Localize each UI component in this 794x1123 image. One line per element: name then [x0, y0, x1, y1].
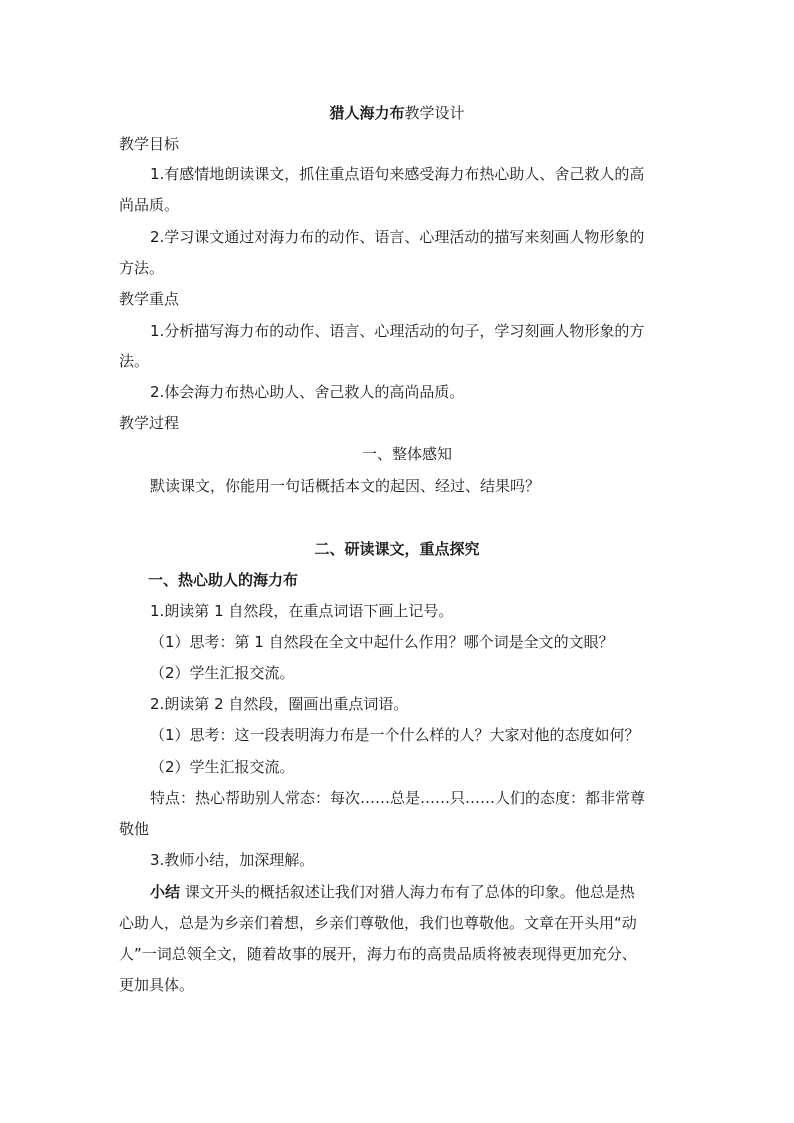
step-2-question-2: （2）学生汇报交流。: [150, 758, 295, 776]
document-title: [0, 103, 794, 123]
goal-item-2-line-2: 方法。: [119, 259, 165, 277]
title-bold: 猎人海力布: [329, 104, 405, 122]
step-1-question-1: （1）思考：第 1 自然段在全文中起什么作用？哪个词是全文的文眼？: [150, 633, 614, 651]
step-1: 1.朗读第 1 自然段，在重点词语下画上记号。: [150, 602, 454, 620]
summary-line-2: 心助人，总是为乡亲们着想，乡亲们尊敬他，我们也尊敬他。文章在开头用“动: [119, 914, 637, 932]
goal-item-1-line-2: 尚品质。: [119, 196, 180, 214]
goals-heading: 教学目标: [119, 135, 180, 153]
focus-heading: 教学重点: [119, 290, 180, 308]
step-1-question-2: （2）学生汇报交流。: [150, 664, 295, 682]
summary-line-3: 人”一词总领全文，随着故事的展开，海力布的高贵品质将被表现得更加充分、: [119, 945, 637, 963]
goal-item-2-line-1: 2.学习课文通过对海力布的动作、语言、心理活动的描写来刻画人物形象的: [150, 228, 645, 246]
summary-label: 小结: [150, 883, 181, 901]
step-2-question-1: （1）思考：这一段表明海力布是一个什么样的人？大家对他的态度如何？: [150, 726, 640, 744]
section-1-title: 一、整体感知: [361, 445, 452, 463]
focus-item-2: 2.体会海力布热心助人、舍己救人的高尚品质。: [150, 383, 465, 401]
subsection-1-title: 一、热心助人的海力布: [148, 571, 299, 589]
section-1-text: 默读课文，你能用一句话概括本文的起因、经过、结果吗？: [150, 477, 541, 495]
title-rest: 教学设计: [404, 104, 465, 122]
summary-line-1: [150, 882, 635, 902]
focus-item-1-line-1: 1.分析描写海力布的动作、语言、心理活动的句子，学习刻画人物形象的方: [150, 322, 645, 340]
summary-line-4: 更加具体。: [119, 976, 195, 994]
feature-line-1: 特点：热心帮助别人常态：每次……总是……只……人们的态度：都非常尊: [150, 789, 646, 807]
step-3: 3.教师小结，加深理解。: [150, 851, 315, 869]
process-heading: 教学过程: [119, 414, 180, 432]
focus-item-1-line-2: 法。: [119, 352, 150, 370]
summary-text-1: 课文开头的概括叙述让我们对猎人海力布有了总体的印象。他总是热: [180, 883, 635, 901]
section-2-title: 二、研读课文，重点探究: [314, 540, 480, 558]
goal-item-1-line-1: 1.有感情地朗读课文，抓住重点语句来感受海力布热心助人、舍己救人的高: [150, 165, 645, 183]
step-2: 2.朗读第 2 自然段，圈画出重点词语。: [150, 695, 409, 713]
feature-line-2: 敬他: [119, 820, 150, 838]
